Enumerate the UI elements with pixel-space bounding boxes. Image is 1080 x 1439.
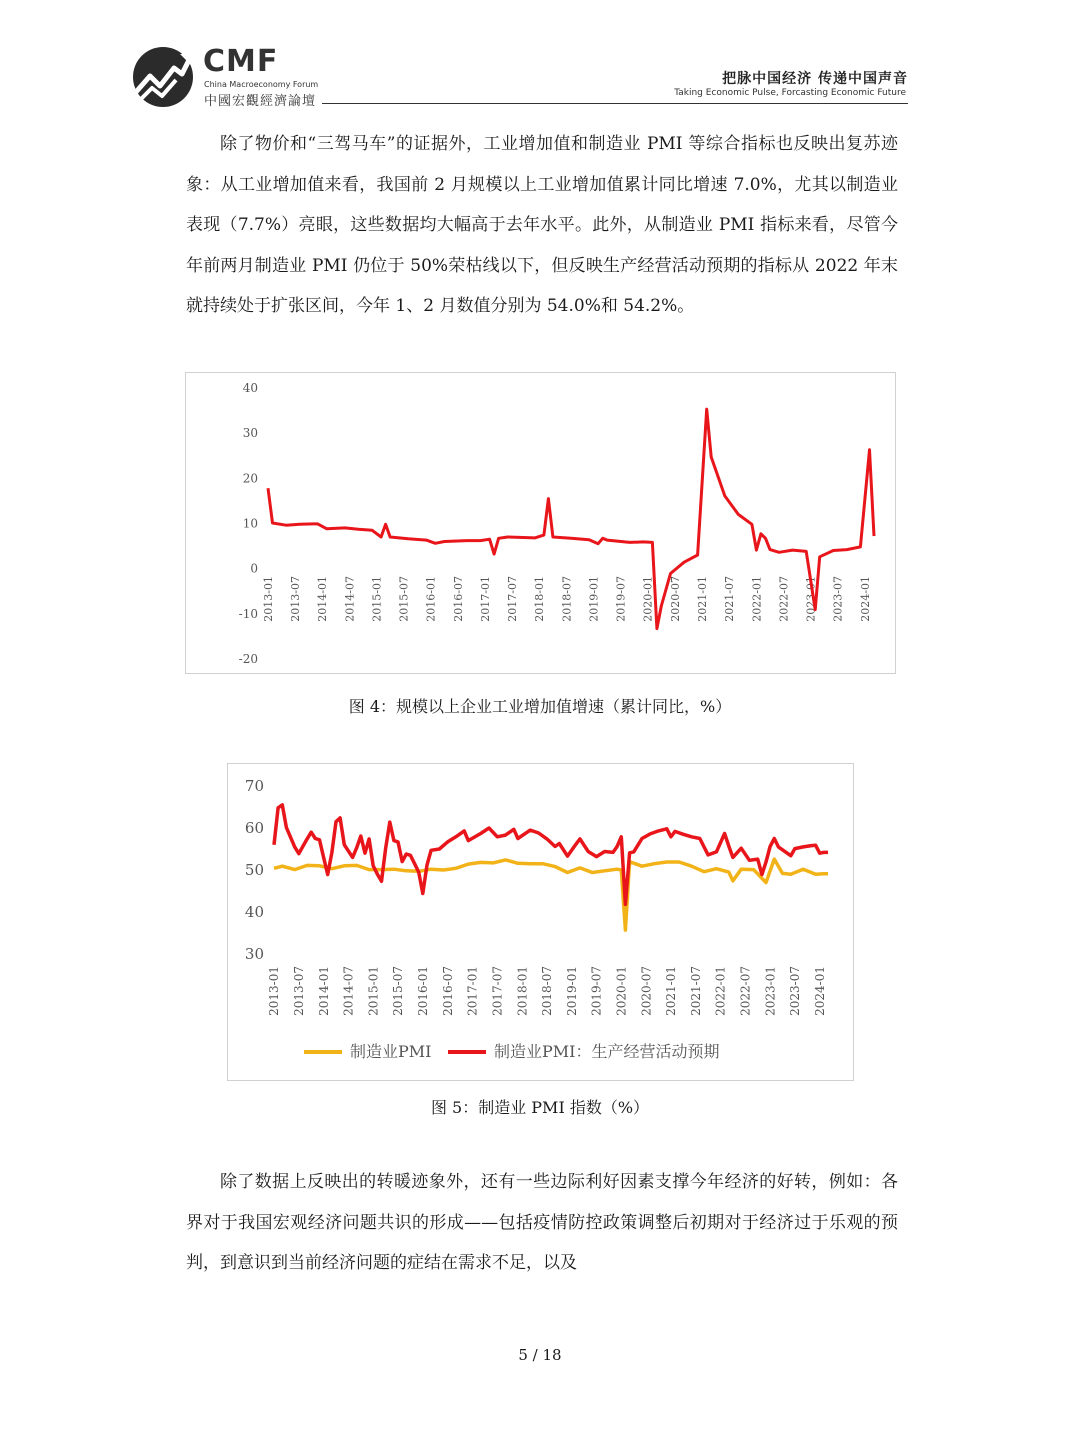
pmi-chart <box>228 764 853 1080</box>
legend-label: 制造业PMI：生产经营活动预期 <box>494 1042 720 1061</box>
page-number: 5 / 18 <box>518 1346 562 1364</box>
x-tick-label: 2016-07 <box>440 966 455 1016</box>
y-tick-label: -10 <box>238 606 258 621</box>
x-tick-label: 2021-01 <box>695 576 709 622</box>
figure-5-caption: 图 5：制造业 PMI 指数（%） <box>430 1098 650 1117</box>
figure-5 <box>227 763 854 1081</box>
x-tick-label: 2013-07 <box>288 576 302 622</box>
x-tick-label: 2014-01 <box>316 576 330 622</box>
x-tick-label: 2015-01 <box>370 576 384 622</box>
logo-text: CMF <box>203 44 279 79</box>
x-tick-label: 2022-07 <box>777 576 791 622</box>
y-tick-label: 40 <box>244 903 264 921</box>
series-line <box>274 859 828 930</box>
legend-label: 制造业PMI <box>350 1042 432 1061</box>
header-divider <box>322 103 908 104</box>
x-tick-label: 2013-01 <box>261 576 275 622</box>
series-line <box>274 805 828 905</box>
x-tick-label: 2014-01 <box>316 966 331 1016</box>
cmf-logo-icon <box>130 46 196 108</box>
x-tick-label: 2020-07 <box>639 966 654 1016</box>
x-tick-label: 2023-01 <box>763 966 778 1016</box>
x-tick-label: 2016-01 <box>416 966 431 1016</box>
slogan-chinese: 把脉中国经济 传递中国声音 <box>722 71 908 87</box>
x-tick-label: 2017-01 <box>465 966 480 1016</box>
logo-chinese-name: 中國宏觀經濟論壇 <box>204 94 317 109</box>
x-tick-label: 2024-01 <box>812 966 827 1016</box>
x-tick-label: 2016-07 <box>451 576 465 622</box>
x-tick-label: 2020-01 <box>614 966 629 1016</box>
x-tick-label: 2017-01 <box>478 576 492 622</box>
x-tick-label: 2023-07 <box>831 576 845 622</box>
x-tick-label: 2018-07 <box>540 966 555 1016</box>
x-tick-label: 2014-07 <box>341 966 356 1016</box>
body-paragraph-1 <box>186 124 898 327</box>
body-paragraph-2 <box>186 1162 898 1284</box>
y-tick-label: 30 <box>244 945 264 963</box>
x-tick-label: 2019-07 <box>614 576 628 622</box>
y-tick-label: 40 <box>242 381 258 395</box>
y-tick-label: 0 <box>250 561 258 576</box>
x-tick-label: 2022-01 <box>750 576 764 622</box>
slogan-english: Taking Economic Pulse, Forcasting Economic Future <box>674 88 906 98</box>
paragraph-text: 除了物价和“三驾马车”的证据外，工业增加值和制造业 PMI 等综合指标也反映出复苏迹象：从工业增加值来看，我国前 2 月规模以上工业增加值累计同比增速 7.0%，尤其以制造业表现（7.7%）亮眼，这些数据均大幅高于去年水平。此外，从制造业 PMI 指标来看，尽管今年前两月制造业 PMI 仍位于 50%荣枯线以下，但反映生产经营活动预期的指标从 2022 年末就持续处于扩张区间，今年 1、2 月数值分别为 54.0%和 54.2%。 <box>186 134 898 316</box>
x-tick-label: 2015-01 <box>366 966 381 1016</box>
x-tick-label: 2013-01 <box>267 966 282 1016</box>
y-tick-label: 20 <box>242 471 258 486</box>
y-tick-label: 50 <box>244 861 264 879</box>
x-tick-label: 2017-07 <box>490 966 505 1016</box>
x-tick-label: 2021-07 <box>688 966 703 1016</box>
y-tick-label: -20 <box>238 652 258 666</box>
x-tick-label: 2015-07 <box>391 966 406 1016</box>
x-tick-label: 2024-01 <box>858 576 872 622</box>
y-tick-label: 70 <box>244 777 264 795</box>
x-tick-label: 2015-07 <box>397 576 411 622</box>
x-tick-label: 2019-07 <box>589 966 604 1016</box>
logo-subtitle: China Macroeconomy Forum <box>204 80 319 89</box>
x-tick-label: 2021-07 <box>723 576 737 622</box>
paragraph-text: 除了数据上反映出的转暖迹象外，还有一些边际利好因素支撑今年经济的好转，例如：各界对于我国宏观经济问题共识的形成——包括疫情防控政策调整后初期对于经济过于乐观的预判，到意识到当前经济问题的症结在需求不足，以及 <box>186 1172 898 1273</box>
x-tick-label: 2022-07 <box>738 966 753 1016</box>
figure-4-caption: 图 4：规模以上企业工业增加值增速（累计同比，%） <box>348 697 732 716</box>
x-tick-label: 2019-01 <box>564 966 579 1016</box>
x-tick-label: 2018-01 <box>515 966 530 1016</box>
x-tick-label: 2019-01 <box>587 576 601 622</box>
x-tick-label: 2023-01 <box>804 576 818 622</box>
x-tick-label: 2014-07 <box>343 576 357 622</box>
y-tick-label: 10 <box>242 516 258 531</box>
x-tick-label: 2013-07 <box>292 966 307 1016</box>
x-tick-label: 2018-07 <box>560 576 574 622</box>
x-tick-label: 2021-01 <box>664 966 679 1016</box>
y-tick-label: 60 <box>244 819 264 837</box>
x-tick-label: 2020-01 <box>641 576 655 622</box>
x-tick-label: 2020-07 <box>668 576 682 622</box>
x-tick-label: 2016-01 <box>424 576 438 622</box>
industrial-growth-chart <box>186 373 895 673</box>
x-tick-label: 2022-01 <box>713 966 728 1016</box>
y-tick-label: 30 <box>242 426 258 441</box>
x-tick-label: 2018-01 <box>533 576 547 622</box>
page-header <box>0 0 1080 120</box>
x-tick-label: 2023-07 <box>788 966 803 1016</box>
x-tick-label: 2017-07 <box>506 576 520 622</box>
figure-4 <box>185 372 896 674</box>
